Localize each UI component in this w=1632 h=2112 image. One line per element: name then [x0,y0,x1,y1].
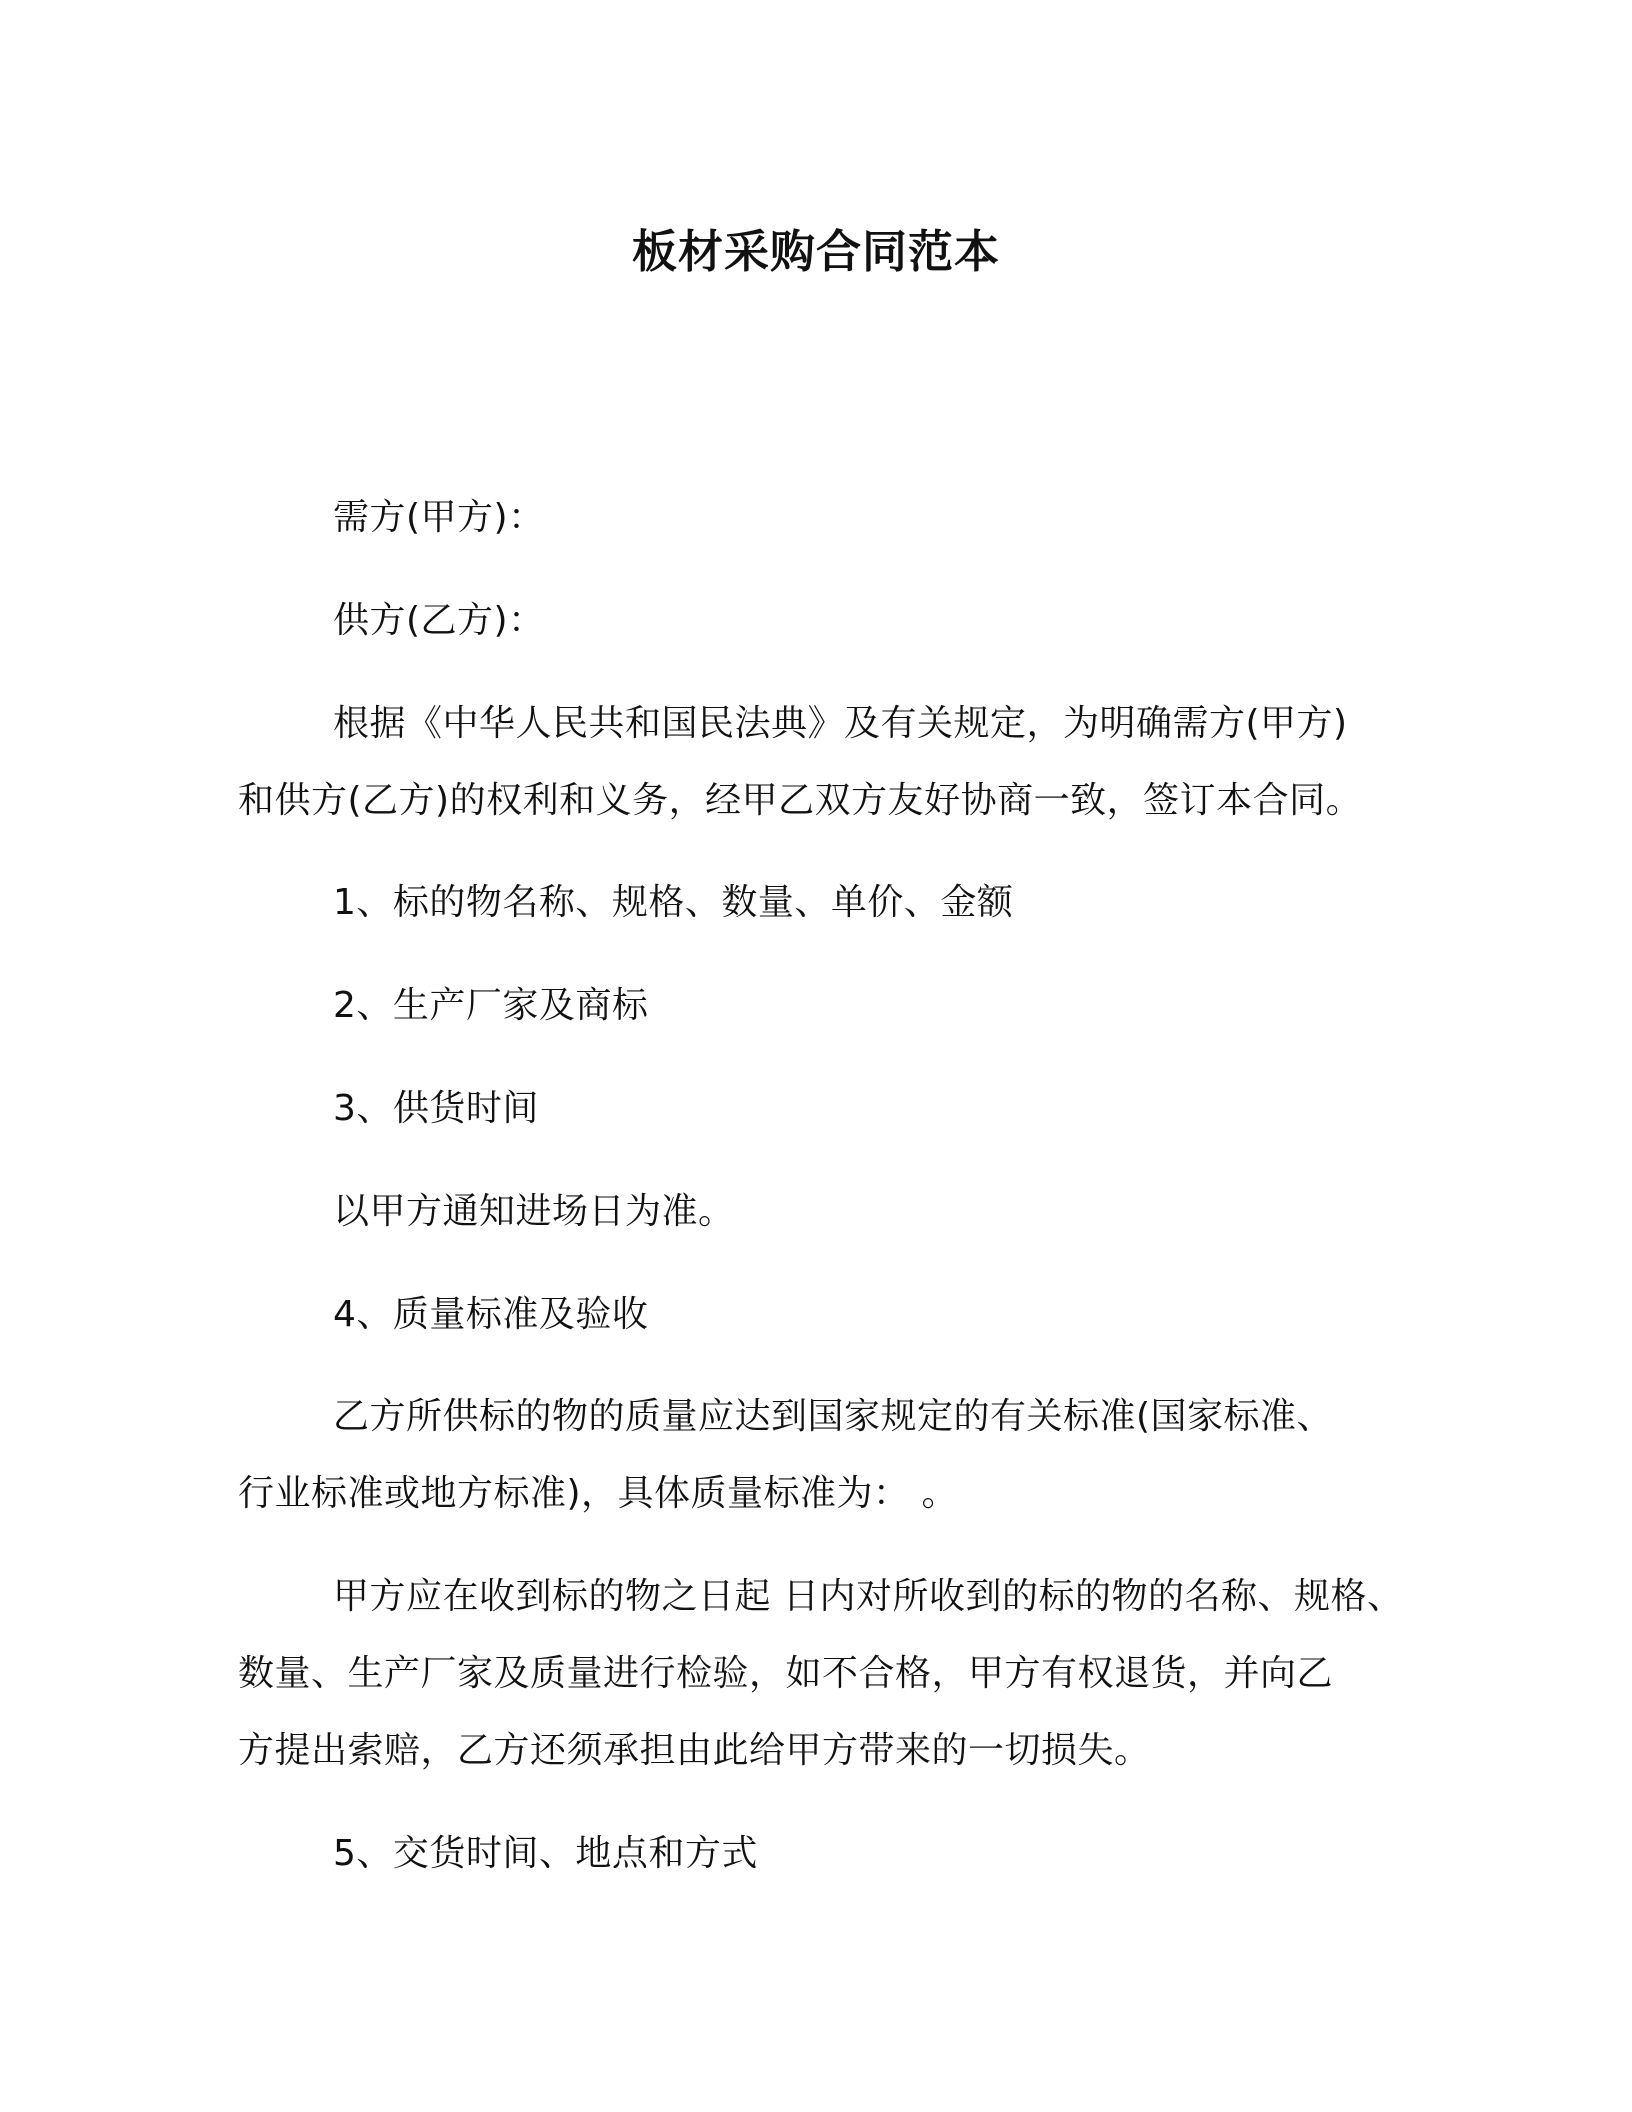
section-4-heading: 4、质量标准及验收 [333,1294,649,1335]
document-title: 板材采购合同范本 [631,225,1000,278]
section-1-heading: 1、标的物名称、规格、数量、单价、金额 [333,882,1014,923]
section-3-heading: 3、供货时间 [333,1088,539,1129]
section-4-para1-line-1: 乙方所供标的物的质量应达到国家规定的有关标准(国家标准、 [333,1396,1334,1437]
party-b-line: 供方(乙方)： [333,600,545,641]
section-3-text: 以甲方通知进场日为准。 [333,1191,735,1232]
party-a-line: 需方(甲方)： [333,497,545,538]
section-4-para1-line-2: 行业标准或地方标准)，具体质量标准为： 。 [238,1473,958,1514]
section-4-para2-line-3: 方提出索赔，乙方还须承担由此给甲方带来的一切损失。 [238,1730,1151,1771]
preamble-line-2: 和供方(乙方)的权利和义务，经甲乙双方友好协商一致，签订本合同。 [238,780,1363,821]
section-4-para2-line-1: 甲方应在收到标的物之日起 日内对所收到的标的物的名称、规格、 [333,1576,1404,1617]
section-2-heading: 2、生产厂家及商标 [333,985,649,1026]
section-4-para2-line-2: 数量、生产厂家及质量进行检验，如不合格，甲方有权退货，并向乙 [238,1653,1334,1694]
preamble-line-1: 根据《中华人民共和国民法典》及有关规定，为明确需方(甲方) [333,703,1348,744]
section-5-heading: 5、交货时间、地点和方式 [333,1833,758,1874]
